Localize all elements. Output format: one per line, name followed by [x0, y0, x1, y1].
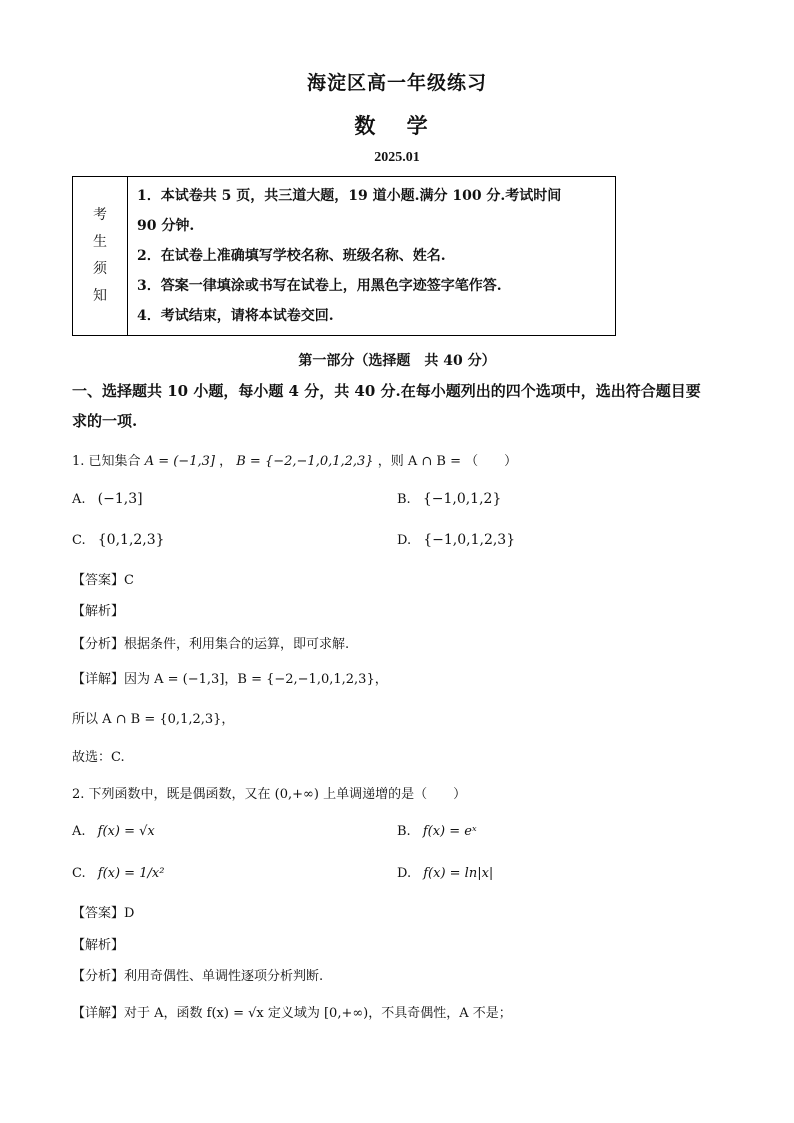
q2-answer: 【答案】D — [72, 906, 135, 921]
notice-rule: 90 分钟. — [137, 218, 195, 234]
option-value: (−1,3] — [97, 491, 143, 507]
option-label: A. — [72, 824, 86, 839]
option-label: D. — [397, 533, 412, 548]
option-value: f(x) = eˣ — [422, 824, 477, 839]
option-label: C. — [72, 866, 86, 881]
option-value: {0,1,2,3} — [97, 532, 165, 548]
part1-instruction-line1: 一、选择题共 10 小题，每小题 4 分，共 40 分.在每小题列出的四个选项中，选出符合题目要 — [72, 382, 701, 400]
q1-separator: ， — [219, 454, 233, 469]
notice-side-char: 生 — [93, 234, 107, 250]
option-label: D. — [397, 866, 412, 881]
q1-fenxi: 【分析】根据条件，利用集合的运算，即可求解. — [72, 637, 350, 652]
q2-fenxi: 【分析】利用奇偶性、单调性逐项分析判断. — [72, 969, 324, 984]
q1-prefix: 1. 已知集合 — [72, 454, 141, 469]
q1-answer: 【答案】C — [72, 573, 134, 588]
q2-option-c — [72, 866, 164, 881]
option-label: A. — [72, 492, 86, 507]
option-value: {−1,0,1,2} — [422, 491, 502, 507]
notice-rule: 2．在试卷上准确填写学校名称、班级名称、姓名. — [137, 248, 446, 264]
option-value: {−1,0,1,2,3} — [423, 532, 516, 548]
q1-conclusion: 故选：C. — [72, 750, 125, 765]
part1-instruction-line2: 求的一项. — [72, 412, 138, 430]
exam-notice-table — [72, 176, 616, 336]
option-label: B. — [397, 492, 411, 507]
option-value: f(x) = 1/x² — [97, 866, 165, 881]
notice-side-char: 知 — [93, 288, 107, 304]
notice-rule: 4．考试结束，请将本试卷交回. — [137, 308, 334, 324]
option-label: B. — [397, 824, 411, 839]
q1-ask: ，则 A ∩ B = （ ） — [377, 454, 518, 469]
question-1-stem — [72, 450, 517, 469]
q1-detail: 【详解】因为 A = (−1,3]，B = {−2,−1,0,1,2,3}， — [72, 672, 388, 687]
q1-analysis-tag: 【解析】 — [72, 604, 125, 619]
q2-option-b — [397, 824, 477, 839]
q2-option-a — [72, 824, 155, 839]
q2-option-d — [397, 866, 493, 881]
q1-option-d — [397, 532, 515, 548]
subject-title: 数 学 — [354, 113, 440, 138]
exam-title: 海淀区高一年级练习 — [306, 72, 487, 94]
notice-side-char: 须 — [93, 261, 107, 277]
q1-option-a — [72, 491, 143, 507]
question-2-stem: 2. 下列函数中，既是偶函数，又在 (0,+∞) 上单调递增的是（ ） — [72, 787, 467, 802]
q2-detail: 【详解】对于 A，函数 f(x) = √x 定义域为 [0,+∞)，不具奇偶性，A 不是； — [72, 1006, 512, 1021]
option-value: f(x) = ln|x| — [423, 866, 494, 881]
q1-set-a: A = (−1,3] — [144, 454, 215, 469]
option-label: C. — [72, 533, 86, 548]
q1-option-b — [397, 491, 501, 507]
notice-rules — [128, 177, 616, 336]
q1-set-b: B = {−2,−1,0,1,2,3} — [236, 454, 374, 469]
q1-detail-line2: 所以 A ∩ B = {0,1,2,3}， — [72, 712, 235, 727]
q2-analysis-tag: 【解析】 — [72, 938, 125, 953]
notice-side-char: 考 — [93, 207, 107, 223]
notice-rule: 3．答案一律填涂或书写在试卷上，用黑色字迹签字笔作答. — [137, 278, 502, 294]
notice-rule: 1．本试卷共 5 页，共三道大题，19 道小题.满分 100 分.考试时间 — [137, 188, 562, 204]
option-value: f(x) = √x — [97, 824, 155, 839]
q1-option-c — [72, 532, 165, 548]
exam-date: 2025.01 — [374, 150, 420, 165]
notice-side-label — [73, 177, 128, 336]
part1-title: 第一部分（选择题 共 40 分） — [298, 353, 496, 369]
